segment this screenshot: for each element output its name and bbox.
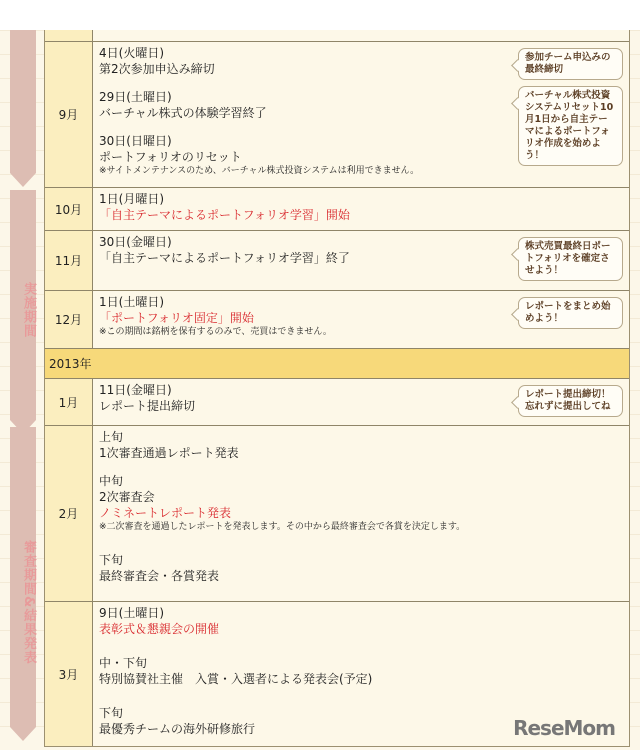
period-label: 実施期間 bbox=[21, 282, 36, 338]
tip-bubble: 株式売買最終日ポートフォリオを確定させよう！ bbox=[518, 237, 623, 281]
period-label: 審査期間&結果発表 bbox=[21, 539, 36, 665]
event-date: 中・下旬 bbox=[99, 656, 148, 670]
event-date: 1日(土曜日) bbox=[99, 295, 164, 309]
event-text: 最終審査会・各賞発表 bbox=[99, 569, 220, 583]
month-cell: 12月 bbox=[45, 291, 93, 348]
event-date: 30日(日曜日) bbox=[99, 134, 172, 148]
event-text: 2次審査会 bbox=[99, 490, 155, 504]
event-text: レポート提出締切 bbox=[99, 399, 196, 413]
table-row bbox=[45, 41, 629, 187]
table-row bbox=[45, 187, 629, 230]
event-text: ノミネートレポート発表 bbox=[99, 506, 232, 520]
table-row bbox=[45, 290, 629, 348]
event-note: ※二次審査を通過したレポートを発表します。その中から最終審査会で各賞を決定します。 bbox=[99, 522, 466, 532]
month-cell: 3月 bbox=[45, 602, 93, 746]
event-date: 下旬 bbox=[99, 553, 124, 567]
month-cell: 1月 bbox=[45, 379, 93, 425]
month-cell: 9月 bbox=[45, 42, 93, 187]
tip-bubble: バーチャル株式投資システムリセット10月1日から自主テーマによるポートフォリオ作成を始めよう！ bbox=[518, 86, 623, 166]
event-text: 表彰式＆懇親会の開催 bbox=[99, 622, 220, 636]
event-date: 29日(土曜日) bbox=[99, 90, 172, 104]
event-text: 特別協賛社主催 入賞・入選者による発表会(予定) bbox=[99, 672, 373, 686]
event-note: ※この期間は銘柄を保有するのみで、売買はできません。 bbox=[99, 327, 332, 337]
event-date: 下旬 bbox=[99, 706, 124, 720]
event-date: 中旬 bbox=[99, 474, 124, 488]
schedule-page bbox=[0, 30, 640, 750]
event-text: 「自主テーマによるポートフォリオ学習」終了 bbox=[99, 251, 350, 265]
event-date: 11日(金曜日) bbox=[99, 383, 172, 397]
table-row bbox=[45, 378, 629, 425]
month-cell: 11月 bbox=[45, 231, 93, 290]
table-row bbox=[45, 30, 629, 41]
month-cell: 10月 bbox=[45, 188, 93, 230]
event-text: 最優秀チームの海外研修旅行 bbox=[99, 722, 256, 736]
event-text: バーチャル株式の体験学習終了 bbox=[99, 106, 267, 120]
resemom-logo: ReseMom bbox=[513, 716, 615, 740]
month-cell: 2月 bbox=[45, 426, 93, 601]
event-text: 1次審査通過レポート発表 bbox=[99, 446, 239, 460]
event-text: ポートフォリオのリセット bbox=[99, 150, 242, 164]
event-text: 「自主テーマによるポートフォリオ学習」開始 bbox=[99, 208, 350, 222]
event-date: 1日(月曜日) bbox=[99, 192, 164, 206]
tip-bubble: 参加チーム申込みの最終締切 bbox=[518, 48, 623, 80]
event-date: 上旬 bbox=[99, 430, 124, 444]
tip-bubble: レポート提出締切！忘れずに提出してね bbox=[518, 385, 623, 417]
event-text: 「ポートフォリオ固定」開始 bbox=[99, 311, 254, 325]
period-arrow-prev bbox=[10, 30, 36, 173]
schedule-table bbox=[44, 30, 630, 747]
event-date: 9日(土曜日) bbox=[99, 606, 164, 620]
event-date: 4日(火曜日) bbox=[99, 46, 164, 60]
table-row bbox=[45, 425, 629, 601]
table-row bbox=[45, 601, 629, 746]
year-header: 2013年 bbox=[45, 348, 629, 378]
event-note: ※サイトメンテナンスのため、バーチャル株式投資システムは利用できません。 bbox=[99, 166, 420, 176]
table-row bbox=[45, 230, 629, 290]
event-text: 第2次参加申込み締切 bbox=[99, 62, 215, 76]
event-date: 30日(金曜日) bbox=[99, 235, 172, 249]
period-arrow-review bbox=[10, 427, 36, 727]
tip-bubble: レポートをまとめ始めよう！ bbox=[518, 297, 623, 329]
period-arrow-implementation bbox=[10, 190, 36, 420]
